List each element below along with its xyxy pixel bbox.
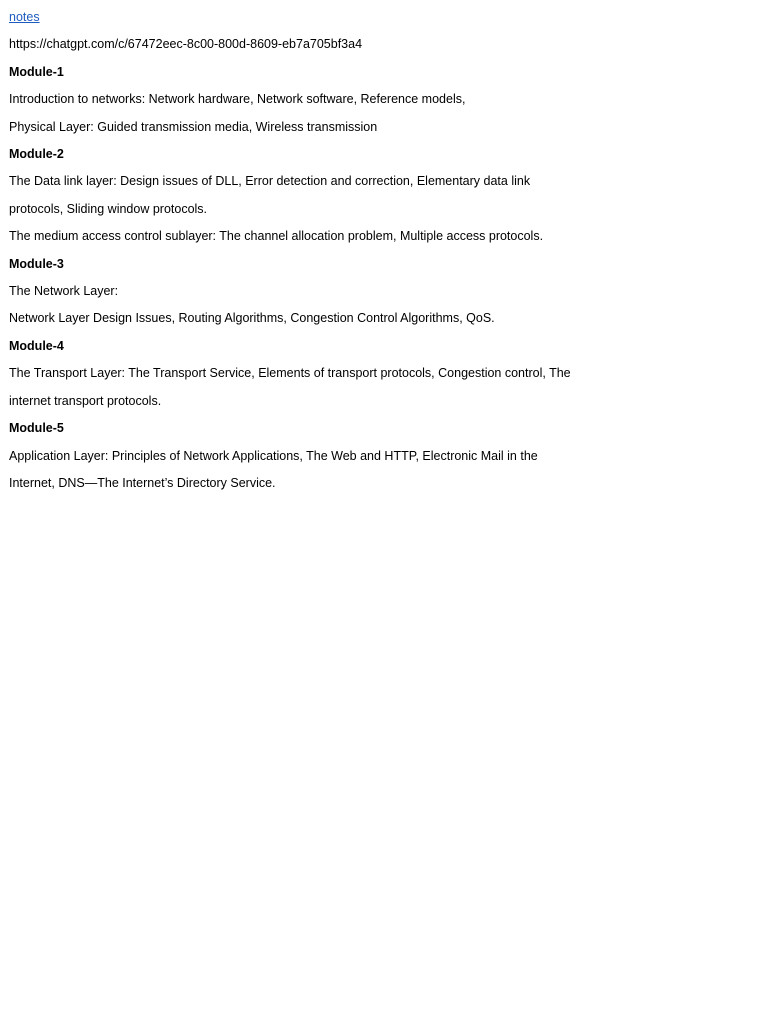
module-line: Application Layer: Principles of Network Applications, The Web and HTTP, Electronic Mail in the bbox=[9, 448, 538, 463]
url-text: https://chatgpt.com/c/67472eec-8c00-800d-8609-eb7a705bf3a4 bbox=[9, 37, 363, 52]
module-line: Physical Layer: Guided transmission media, Wireless transmission bbox=[9, 119, 378, 134]
document-body bbox=[9, 4, 629, 497]
module-section bbox=[9, 59, 629, 141]
module-section bbox=[9, 251, 629, 333]
module-line: The Data link layer: Design issues of DLL, Error detection and correction, Elementary data link bbox=[9, 174, 531, 189]
module-heading: Module-3 bbox=[9, 256, 64, 271]
module-line: The Transport Layer: The Transport Service, Elements of transport protocols, Congestion control, The bbox=[9, 366, 571, 381]
module-line: Introduction to networks: Network hardware, Network software, Reference models, bbox=[9, 92, 466, 107]
module-line: Network Layer Design Issues, Routing Algorithms, Congestion Control Algorithms, QoS. bbox=[9, 311, 495, 326]
module-line: protocols, Sliding window protocols. bbox=[9, 201, 208, 216]
module-line: Internet, DNS—The Internet’s Directory Service. bbox=[9, 475, 276, 490]
module-heading: Module-1 bbox=[9, 64, 64, 79]
module-section bbox=[9, 141, 629, 251]
notes-link[interactable]: notes bbox=[9, 10, 40, 24]
module-heading: Module-2 bbox=[9, 147, 64, 162]
module-line: The Network Layer: bbox=[9, 284, 119, 299]
module-section bbox=[9, 333, 629, 415]
module-heading: Module-4 bbox=[9, 338, 64, 353]
module-line: The medium access control sublayer: The channel allocation problem, Multiple access protocols. bbox=[9, 229, 544, 244]
module-heading: Module-5 bbox=[9, 421, 64, 436]
module-section bbox=[9, 415, 629, 497]
module-line: internet transport protocols. bbox=[9, 393, 162, 408]
